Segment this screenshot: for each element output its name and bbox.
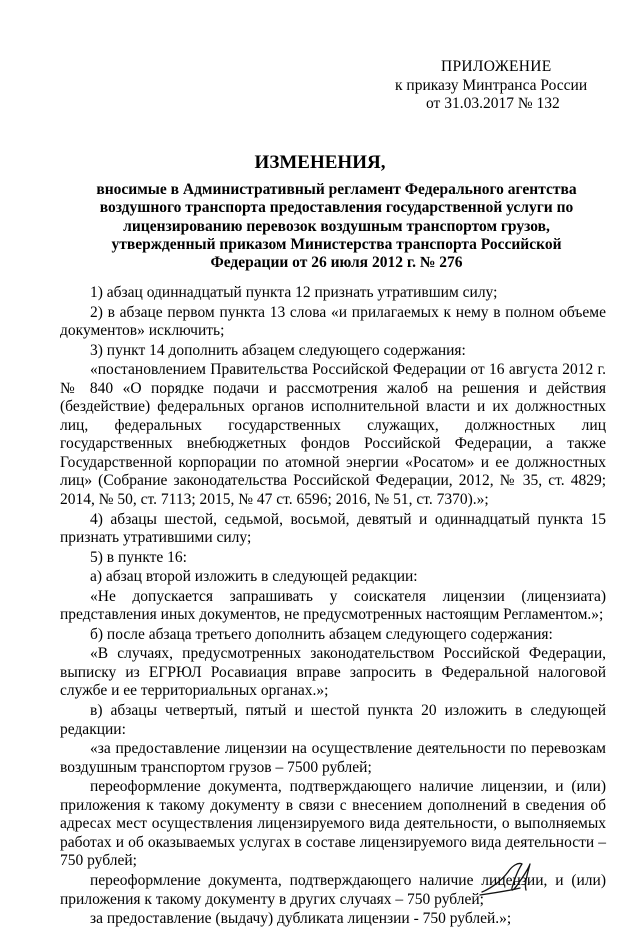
paragraph: «постановлением Правительства Российской Федерации от 16 августа 2012 г. № 840 «О порядке подачи и рассмотрения жалоб на решения и действия (бездействие) федеральных органов исполнительной власти и их должностных лиц, федеральных государственных служащих, должностных лиц государственных внебюджетных фондов Российской Федерации, а также Государственной корпорации по атомной энергии «Росатом» и ее должностных лиц» (Собрание законодательства Российской Федерации, 2012, № 35, ст. 4829; 2014, № 50, ст. 7113; 2015, № 47 ст. 6596; 2016, № 51, ст. 7370).»; bbox=[60, 361, 606, 509]
paragraph: 1) абзац одиннадцатый пункта 12 признать утратившим силу; bbox=[90, 284, 498, 301]
paragraph: переоформление документа, подтверждающего наличие лицензии, и (или) приложения к такому документу в связи с внесением дополнений в сведения об адресах мест осуществления лицензируемого вида деятельности, о выполняемых работах и об оказываемых услугах в составе лицензируемого вида деятельности – 750 рублей; bbox=[60, 778, 606, 870]
handwritten-initial bbox=[478, 858, 538, 898]
appendix-block bbox=[395, 58, 610, 114]
appendix-date-line: от 31.03.2017 № 132 bbox=[426, 95, 560, 113]
paragraph: за предоставление (выдачу) дубликата лицензии - 750 рублей.»; bbox=[90, 910, 512, 928]
appendix-title: ПРИЛОЖЕНИЕ bbox=[441, 58, 552, 75]
paragraph: б) после абзаца третьего дополнить абзацем следующего содержания: bbox=[90, 625, 553, 643]
paragraph: а) абзац второй изложить в следующей редакции: bbox=[90, 568, 418, 586]
paragraph: 3) пункт 14 дополнить абзацем следующего содержания: bbox=[90, 341, 466, 359]
paragraph: «В случаях, предусмотренных законодательством Российской Федерации, выписку из ЕГРЮЛ Росавиация вправе запросить в Федеральной налоговой службе и ее территориальных органах.»; bbox=[60, 645, 606, 700]
paragraph: 4) абзацы шестой, седьмой, восьмой, девятый и одиннадцатый пункта 15 признать утратившими силу; bbox=[60, 510, 606, 547]
document-subtitle: вносимые в Административный регламент Федерального агентства воздушного транспорта предоставления государственной услуги по лицензированию перевозок воздушным транспортом грузов, утвержденный приказом Министерства транспорта Российской Федерации от 26 июля 2012 г. № 276 bbox=[96, 181, 577, 272]
paragraph: «за предоставление лицензии на осуществление деятельности по перевозкам воздушным транспортом грузов – 7500 рублей; bbox=[60, 740, 606, 776]
paragraph: 2) в абзаце первом пункта 13 слова «и прилагаемых к нему в полном объеме документов» исключить; bbox=[60, 303, 606, 340]
document-heading: ИЗМЕНЕНИЯ, bbox=[254, 152, 386, 173]
appendix-order-line: к приказу Минтранса России bbox=[395, 76, 588, 94]
paragraph: 5) в пункте 16: bbox=[90, 548, 187, 566]
paragraph: в) абзацы четвертый, пятый и шестой пункта 20 изложить в следующей редакции: bbox=[60, 702, 606, 738]
document-body bbox=[60, 284, 606, 930]
paragraph: переоформление документа, подтверждающего наличие лицензии, и (или) приложения к такому документу в других случаях – 750 рублей; bbox=[60, 871, 606, 908]
paragraph: «Не допускается запрашивать у соискателя лицензии (лицензиата) представления иных документов, не предусмотренных настоящим Регламентом.»; bbox=[60, 587, 606, 624]
